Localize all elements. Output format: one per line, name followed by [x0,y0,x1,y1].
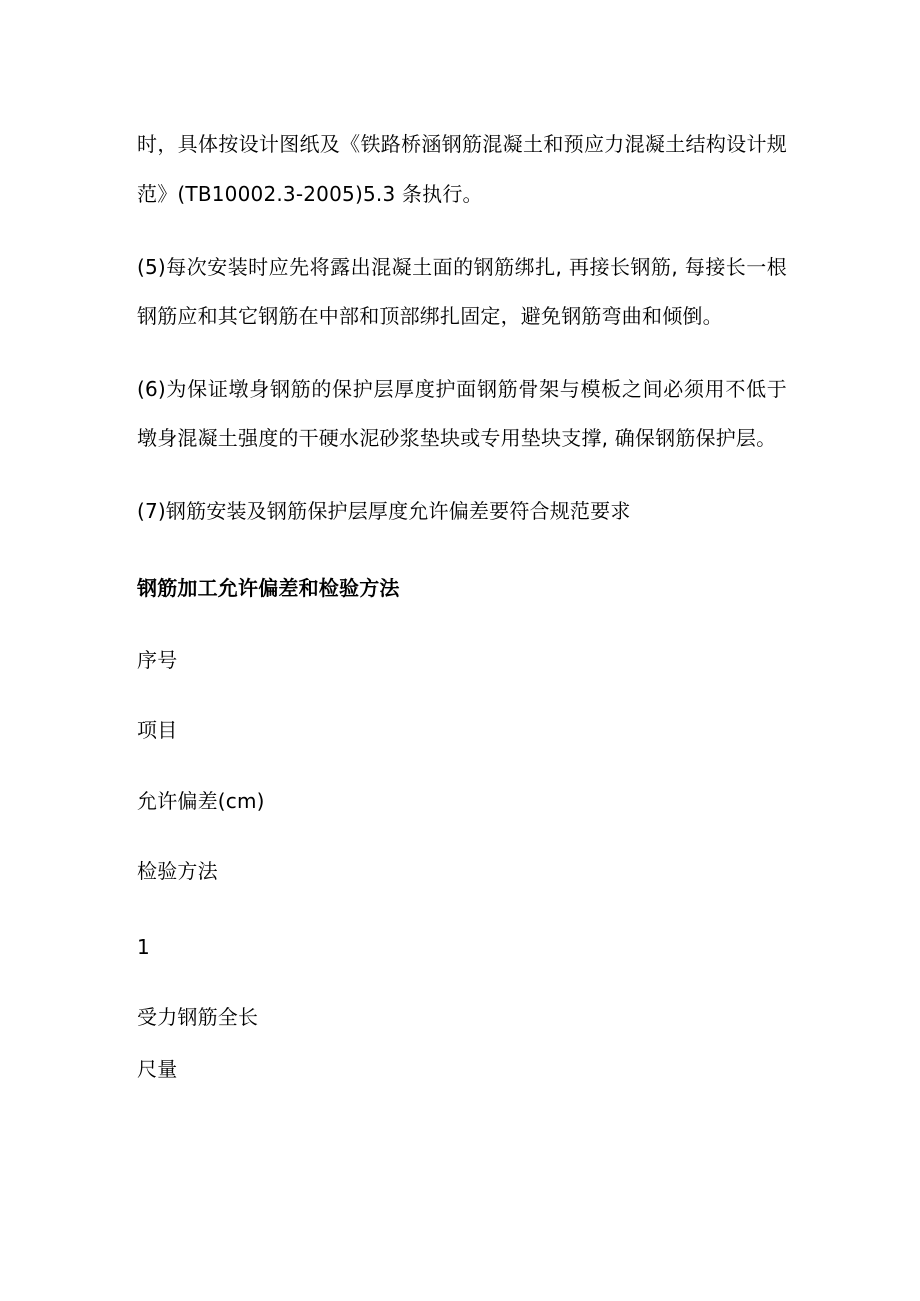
paragraph-5-line-1: (5)每次安装时应先将露出混凝土面的钢筋绑扎, 再接长钢筋, 每接长一根 [137,255,787,279]
table-header-method: 检验方法 [137,859,218,883]
paragraph-6-line-2: 墩身混凝土强度的干硬水泥砂浆垫块或专用垫块支撑, 确保钢筋保护层。 [137,426,777,450]
paragraph-6-line-1: (6)为保证墩身钢筋的保护层厚度护面钢筋骨架与模板之间必须用不低于 [137,377,787,401]
paragraph-5-line-2: 钢筋应和其它钢筋在中部和顶部绑扎固定，避免钢筋弯曲和倾倒。 [137,304,723,328]
table-header-item: 项目 [137,718,178,742]
paragraph-4-line-2: 范》(TB10002.3-2005)5.3 条执行。 [137,182,483,206]
table-row-1-method: 尺量 [137,1057,178,1081]
table-header-number: 序号 [137,648,178,672]
paragraph-4-line-1: 时，具体按设计图纸及《铁路桥涵钢筋混凝土和预应力混凝土结构设计规 [137,132,787,156]
table-row-1-number: 1 [137,935,150,959]
table-row-1-item: 受力钢筋全长 [137,1005,259,1029]
table-title: 钢筋加工允许偏差和检验方法 [137,576,400,600]
table-header-tolerance: 允许偏差(cm) [137,789,265,813]
paragraph-7: (7)钢筋安装及钢筋保护层厚度允许偏差要符合规范要求 [137,499,631,523]
